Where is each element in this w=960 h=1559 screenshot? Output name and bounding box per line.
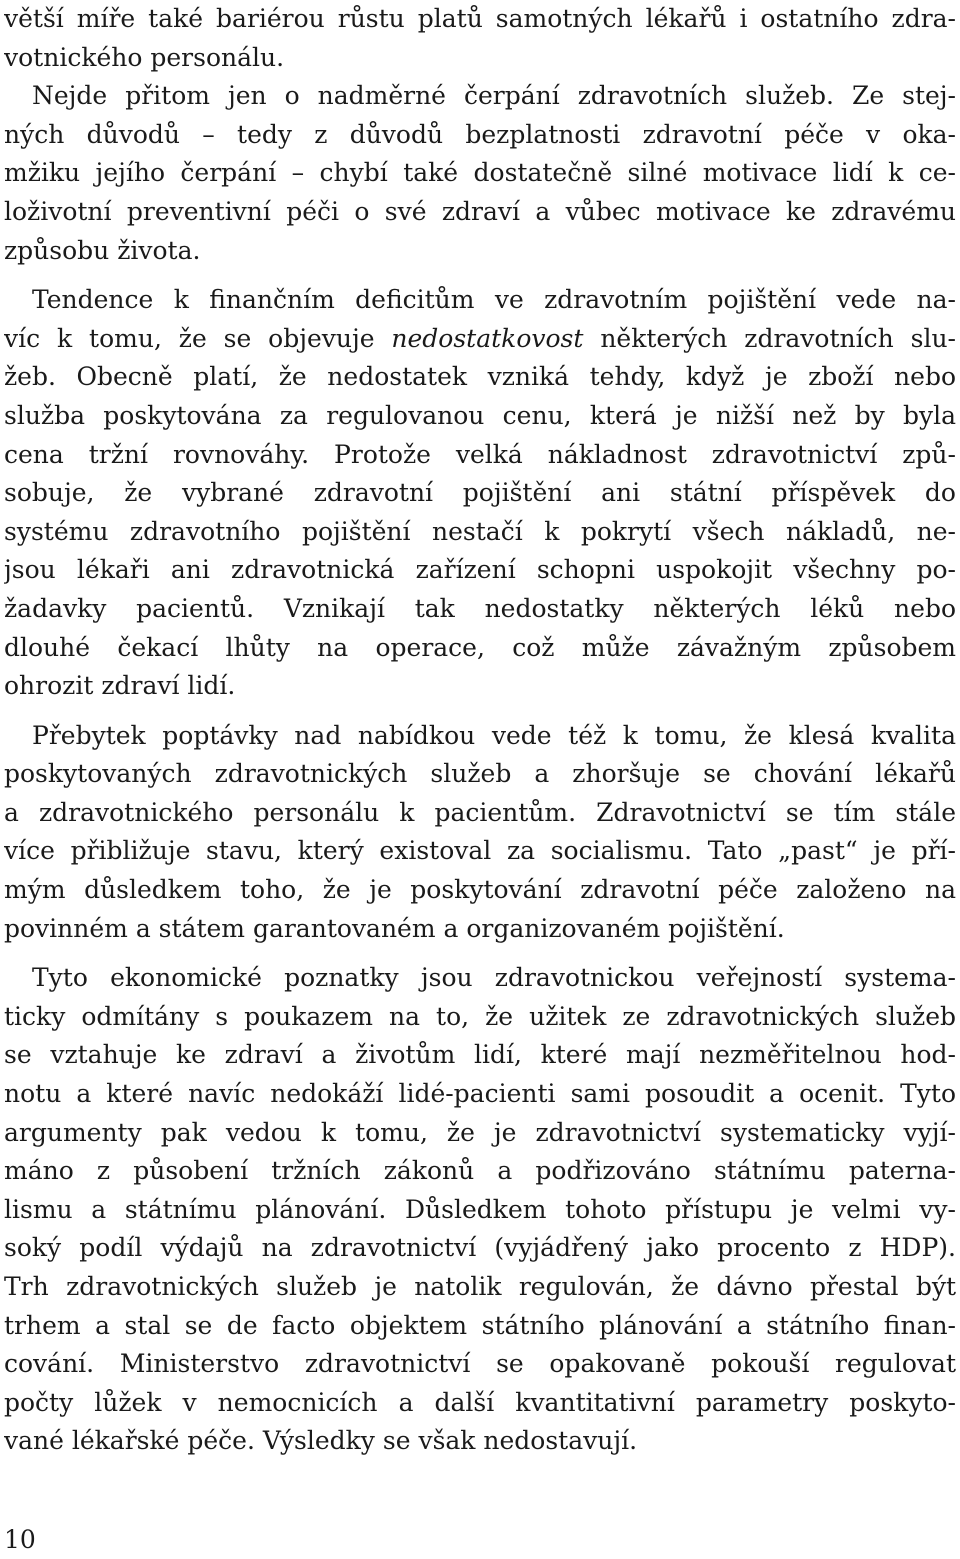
body-text [4,0,956,1461]
text-line: mžiku jejího čerpání – chybí také dostatečně silné motivace lidí k ce- [4,158,956,188]
text-line: Trh zdravotnických služeb je natolik regulován, že dávno přestal být [4,1272,956,1301]
text-line: soký podíl výdajů na zdravotnictví (vyjádřený jako procento z HDP). [4,1233,956,1263]
paragraph [4,0,956,77]
text-line: dlouhé čekací lhůty na operace, což může závažným způsobem [4,632,956,662]
text-line: více přibližuje stavu, který existoval za socialismu. Tato „past“ je pří- [4,836,956,866]
text-line: ticky odmítány s poukazem na to, že užitek ze zdravotnických služeb [4,1001,956,1031]
text-line: ohrozit zdraví lidí. [4,671,236,701]
text-line: sobuje, že vybrané zdravotní pojištění ani státní příspěvek do [4,478,956,508]
text-line: Nejde přitom jen o nadměrné čerpání zdravotních služeb. Ze stej- [32,81,956,111]
text-line: cování. Ministerstvo zdravotnictví se opakovaně pokouší regulovat [4,1349,956,1379]
paragraph [4,717,956,949]
text-line: notu a které navíc nedokáží lidé-pacienti sami posoudit a ocenit. Tyto [4,1079,956,1109]
italic-term: nedostatkovost [391,323,584,353]
text-line: systému zdravotního pojištění nestačí k pokrytí všech nákladů, ne- [4,516,956,546]
text-line: trhem a stal se de facto objektem státního plánování a státního finan- [4,1310,956,1340]
text-line: poskytovaných zdravotnických služeb a zhoršuje se chování lékařů [4,759,956,789]
page-number: 10 [4,1525,36,1554]
text-line: vané lékařské péče. Výsledky se však nedostavují. [4,1426,638,1456]
paragraph [4,281,956,706]
text-line: loživotní preventivní péči o své zdraví a vůbec motivace ke zdravému [4,196,956,226]
text-line: máno z působení tržních zákonů a podřizováno státnímu paterna- [4,1156,956,1186]
text-line: Tyto ekonomické poznatky jsou zdravotnickou veřejností systema- [32,963,956,993]
paragraph [4,77,956,270]
text-line: povinném a státem garantovaném a organizovaném pojištění. [4,913,785,943]
paragraph [4,959,956,1461]
text-line: se vztahuje ke zdraví a životům lidí, které mají nezměřitelnou hod- [4,1040,956,1070]
text-segment: víc k tomu, že se objevuje [4,323,375,353]
text-line: argumenty pak vedou k tomu, že je zdravotnictví systematicky vyjí- [4,1117,956,1147]
text-line: počty lůžek v nemocnicích a další kvantitativní parametry poskyto- [4,1387,956,1417]
text-line: Přebytek poptávky nad nabídkou vede též k tomu, že klesá kvalita [32,720,956,750]
text-line: způsobu života. [4,235,201,265]
text-line: žeb. Obecně platí, že nedostatek vzniká tehdy, když je zboží nebo [4,362,956,392]
text-line: jsou lékaři ani zdravotnická zařízení schopni uspokojit všechny po- [4,555,956,585]
text-segment: některých zdravotních slu- [600,323,956,353]
text-line [4,320,956,359]
text-line: cena tržní rovnováhy. Protože velká nákladnost zdravotnictví způ- [4,439,956,469]
text-line: a zdravotnického personálu k pacientům. Zdravotnictví se tím stále [4,797,956,827]
text-line: Tendence k finančním deficitům ve zdravotním pojištění vede na- [32,285,956,315]
text-line: ných důvodů – tedy z důvodů bezplatnosti zdravotní péče v oka- [4,119,956,149]
text-line: lismu a státnímu plánování. Důsledkem tohoto přístupu je velmi vy- [4,1194,956,1224]
text-line: služba poskytována za regulovanou cenu, která je nižší než by byla [4,400,956,430]
text-line: žadavky pacientů. Vznikají tak nedostatky některých léků nebo [4,593,956,623]
text-line: mým důsledkem toho, že je poskytování zdravotní péče založeno na [4,875,956,905]
text-line: větší míře také bariérou růstu platů samotných lékařů i ostatního zdra- [4,4,956,33]
text-line: votnického personálu. [4,42,285,72]
